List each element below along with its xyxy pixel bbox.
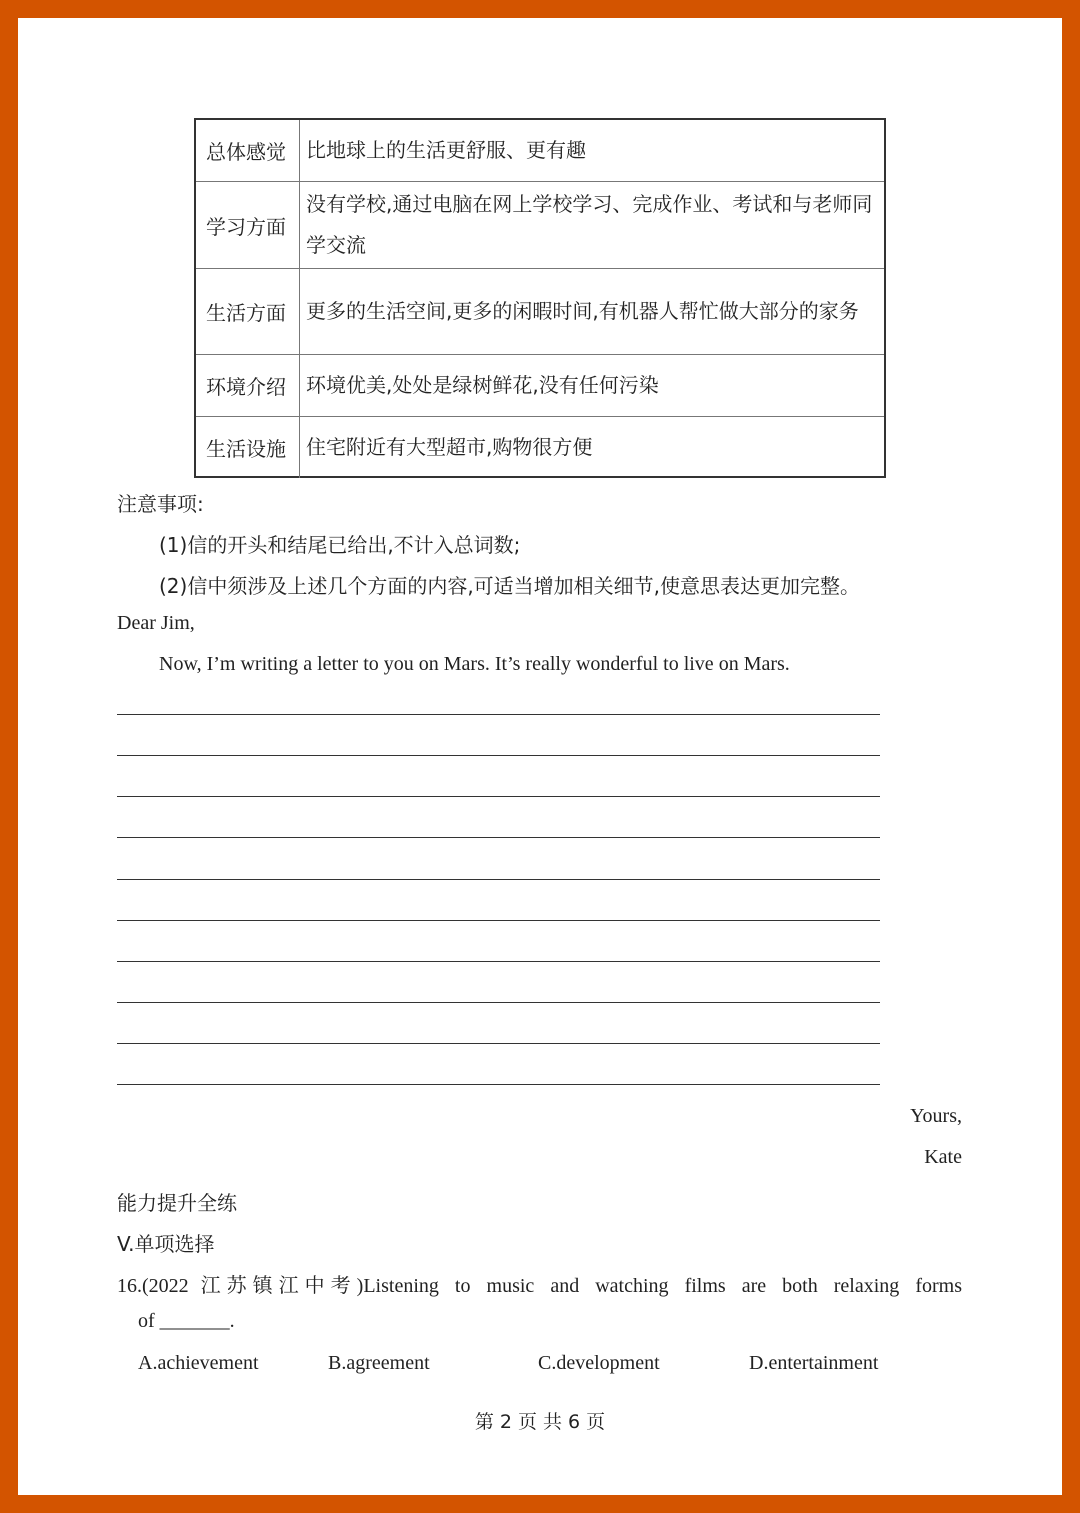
- option-d[interactable]: D.entertainment: [749, 1352, 879, 1374]
- question-text-continued: of _______.: [138, 1310, 235, 1332]
- notes-item-1: (1)信的开头和结尾已给出,不计入总词数;: [159, 533, 521, 557]
- table-row: [196, 269, 884, 355]
- question-number: 16.(2022: [117, 1275, 189, 1297]
- writing-line[interactable]: [117, 1084, 880, 1085]
- table-row: [196, 417, 884, 478]
- table-value: 住宅附近有大型超市,购物很方便: [306, 435, 593, 459]
- writing-line[interactable]: [117, 1043, 880, 1044]
- letter-salutation: Dear Jim,: [117, 612, 195, 634]
- table-value: 没有学校,通过电脑在网上学校学习、完成作业、考试和与老师同学交流: [306, 192, 873, 257]
- table-value: 更多的生活空间,更多的闲暇时间,有机器人帮忙做大部分的家务: [306, 299, 859, 323]
- table-key: 环境介绍: [196, 355, 300, 416]
- notes-item-2: (2)信中须涉及上述几个方面的内容,可适当增加相关细节,使意思表达更加完整。: [159, 574, 861, 598]
- table-key: 学习方面: [196, 182, 300, 268]
- writing-line[interactable]: [117, 920, 880, 921]
- letter-closing: Yours,: [910, 1105, 962, 1127]
- letter-signature: Kate: [924, 1146, 962, 1168]
- table-row: [196, 355, 884, 417]
- question-source: 江苏镇江中考: [200, 1273, 357, 1297]
- writing-line[interactable]: [117, 755, 880, 756]
- writing-line[interactable]: [117, 1002, 880, 1003]
- writing-line[interactable]: [117, 837, 880, 838]
- option-b[interactable]: B.agreement: [328, 1352, 430, 1374]
- table-row: [196, 182, 884, 269]
- writing-line[interactable]: [117, 796, 880, 797]
- question-stem: [117, 1269, 962, 1298]
- question-text: )Listening to music and watching films are both relaxing forms: [356, 1275, 962, 1297]
- option-c[interactable]: C.development: [538, 1352, 660, 1374]
- letter-opening: Now, I’m writing a letter to you on Mars. It’s really wonderful to live on Mars.: [159, 653, 790, 675]
- table-key: 总体感觉: [196, 120, 300, 181]
- option-a[interactable]: A.achievement: [138, 1352, 259, 1374]
- section-subtitle: V.单项选择: [117, 1232, 215, 1256]
- info-table: [194, 118, 886, 478]
- section-title: 能力提升全练: [117, 1191, 237, 1215]
- writing-line[interactable]: [117, 961, 880, 962]
- writing-line[interactable]: [117, 714, 880, 715]
- table-value: 环境优美,处处是绿树鲜花,没有任何污染: [306, 373, 659, 397]
- table-value: 比地球上的生活更舒服、更有趣: [306, 138, 586, 162]
- table-key: 生活设施: [196, 417, 300, 478]
- page-number: 第 2 页 共 6 页: [474, 1411, 606, 1433]
- writing-line[interactable]: [117, 879, 880, 880]
- document-page: [18, 18, 1062, 1495]
- notes-title: 注意事项:: [117, 492, 204, 516]
- table-row: [196, 120, 884, 182]
- table-key: 生活方面: [196, 269, 300, 354]
